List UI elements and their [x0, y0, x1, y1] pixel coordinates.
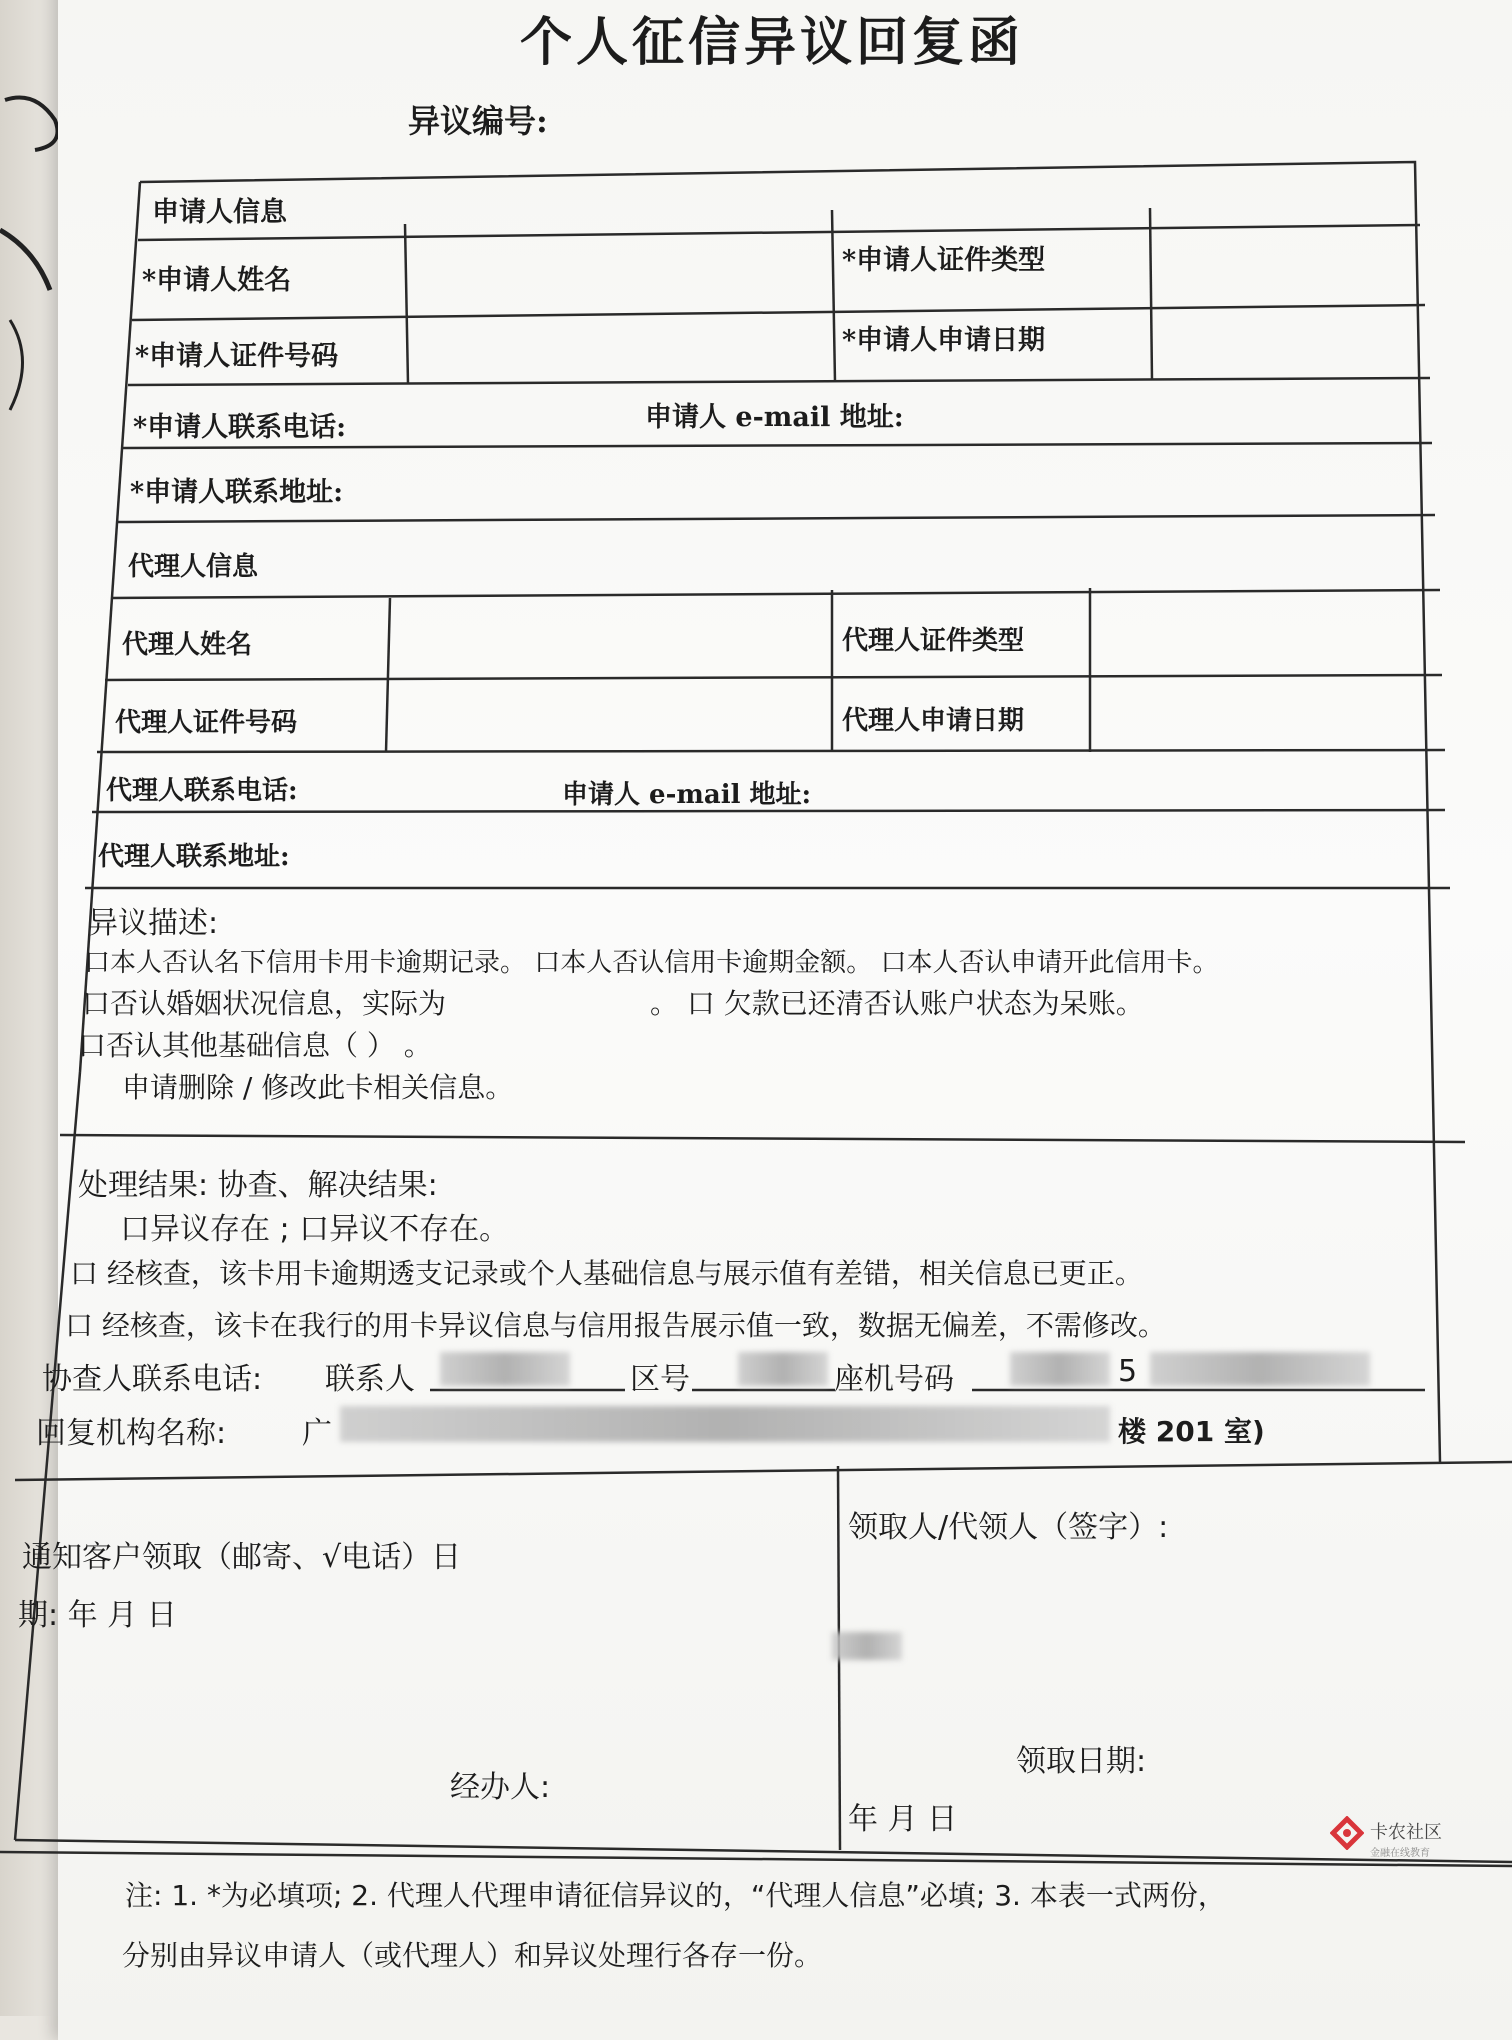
agent-apply-date-label: 代理人申请日期 [842, 706, 1025, 736]
result-corrected-line: 口 经核查，该卡用卡逾期透支记录或个人基础信息与展示值有差错，相关信息已更正。 [70, 1257, 1143, 1290]
agent-phone-label: 代理人联系电话: [106, 776, 298, 806]
redacted-org-address [340, 1406, 1110, 1442]
redacted-mark [832, 1632, 902, 1660]
contact-person-label: 联系人 [325, 1362, 415, 1397]
notify-customer-label: 通知客户领取（邮寄、√电话）日 [22, 1540, 462, 1575]
forum-watermark [1330, 1812, 1500, 1872]
receive-date-value: 年 月 日 [848, 1802, 958, 1837]
applicant-id-type-label: *申请人证件类型 [842, 245, 1046, 276]
redacted-contact-person [440, 1352, 570, 1386]
reply-org-label: 回复机构名称: [36, 1416, 227, 1451]
dispute-option-line-1: 口本人否认名下信用卡用卡逾期记录。 口本人否认信用卡逾期金额。 口本人否认申请开此信用卡。 [84, 948, 1219, 978]
applicant-id-number-label: *申请人证件号码 [135, 341, 339, 372]
agent-name-label: 代理人姓名 [122, 630, 253, 660]
dispute-description-label: 异议描述: [88, 906, 219, 941]
dispute-option-other: 口否认其他基础信息（ ） 。 [78, 1029, 432, 1062]
dispute-number-label: 异议编号: [408, 102, 548, 140]
dispute-option-delete: 申请删除 / 修改此卡相关信息。 [122, 1071, 514, 1104]
watermark-title: 卡农社区 [1370, 1822, 1442, 1843]
landline-label: 座机号码 [834, 1362, 954, 1397]
area-code-label: 区号 [630, 1362, 690, 1397]
result-no-change-line: 口 经核查，该卡在我行的用卡异议信息与信用报告展示值一致，数据无偏差，不需修改。 [65, 1309, 1166, 1342]
dispute-exists-options: 口异议存在 ; 口异议不存在。 [120, 1212, 510, 1247]
processing-result-label: 处理结果: 协查、解决结果: [78, 1168, 438, 1203]
applicant-email-label: 申请人 e-mail 地址: [645, 402, 904, 433]
agent-id-number-label: 代理人证件号码 [115, 708, 298, 738]
applicant-section-heading: 申请人信息 [152, 197, 287, 228]
investigator-phone-label: 协查人联系电话: [42, 1362, 263, 1397]
receive-date-label: 领取日期: [1016, 1744, 1147, 1779]
dispute-option-marital: 口否认婚姻状况信息，实际为 [82, 987, 447, 1020]
agent-section-heading: 代理人信息 [128, 552, 259, 582]
notify-date-line: 期: 年 月 日 [18, 1598, 177, 1633]
applicant-name-label: *申请人姓名 [142, 265, 292, 296]
redacted-area-code [738, 1352, 828, 1386]
note-line-1: 注: 1. *为必填项; 2. 代理人代理申请征信异议的，“代理人信息”必填; 3. 本表一式两份， [125, 1879, 1226, 1912]
page-title: 个人征信异议回复函 [520, 12, 1025, 73]
applicant-apply-date-label: *申请人申请日期 [842, 325, 1046, 356]
watermark-subtitle: 金融在线教育 [1370, 1848, 1430, 1859]
note-line-2: 分别由异议申请人（或代理人）和异议处理行各存一份。 [122, 1939, 823, 1972]
applicant-phone-label: *申请人联系电话: [133, 412, 347, 443]
redacted-landline-b [1150, 1352, 1370, 1386]
reply-org-fragment: 广 [302, 1416, 332, 1451]
receiver-signature-label: 领取人/代领人（签字）: [848, 1510, 1169, 1545]
landline-fragment: 5 [1118, 1354, 1138, 1389]
applicant-address-label: *申请人联系地址: [130, 477, 344, 508]
reply-org-end: 楼 201 室) [1118, 1415, 1265, 1448]
forum-logo-icon [1330, 1816, 1364, 1850]
agent-address-label: 代理人联系地址: [98, 842, 290, 872]
redacted-landline-a [1010, 1352, 1110, 1386]
dispute-option-bad-debt: 。 口 欠款已还清否认账户状态为呆账。 [650, 987, 1144, 1020]
agent-email-label: 申请人 e-mail 地址: [562, 780, 812, 810]
handler-label: 经办人: [450, 1770, 551, 1805]
agent-id-type-label: 代理人证件类型 [842, 626, 1025, 656]
